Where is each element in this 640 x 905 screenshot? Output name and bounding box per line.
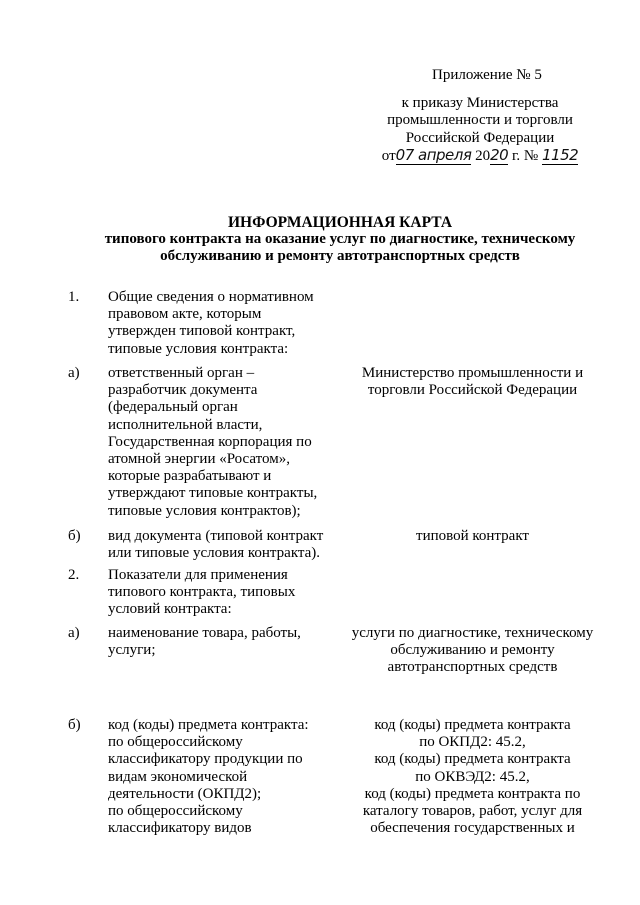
text-line: классификатору видов <box>108 820 252 837</box>
text-line: исполнительной власти, <box>108 416 263 433</box>
text-line: видам экономической <box>108 768 248 785</box>
row-left-text <box>108 625 333 659</box>
text-line: каталогу товаров, работ, услуг для <box>362 803 583 820</box>
text-line: код (коды) предмета контракта: <box>108 717 309 733</box>
text-line: типовые условия контрактов); <box>108 502 301 519</box>
title-subheading-1: типового контракта на оказание услуг по диагностике, техническому <box>104 231 576 247</box>
text-line: или типовые условия контракта). <box>108 545 321 562</box>
text-line: типового контракта, типовых <box>108 584 296 601</box>
appendix-block <box>380 67 580 166</box>
row-number: б) <box>68 717 81 733</box>
date-year-prefix: 20 <box>475 148 491 164</box>
text-line: ответственный орган – <box>108 365 255 381</box>
text-line: правовом акте, которым <box>108 306 262 323</box>
text-line: типовые условия контракта: <box>108 340 289 357</box>
row-left-text <box>108 289 333 358</box>
text-line: по ОКПД2: 45.2, <box>419 734 526 751</box>
row-number: а) <box>68 365 80 381</box>
text-line: Министерство промышленности и <box>361 365 584 381</box>
text-line: Государственная корпорация по <box>108 433 312 450</box>
text-line: автотранспортных средств <box>387 659 558 676</box>
title-heading: ИНФОРМАЦИОННАЯ КАРТА <box>227 214 453 231</box>
row-right-text <box>345 528 600 545</box>
appendix-date-line <box>380 147 580 166</box>
title-subheading-2: обслуживанию и ремонту автотранспортных средств <box>160 248 520 264</box>
text-line: классификатору продукции по <box>108 751 303 768</box>
text-line: утверждают типовые контракты, <box>108 485 318 502</box>
row-number: 1. <box>68 289 80 305</box>
text-line: условий контракта: <box>108 601 232 618</box>
text-line: наименование товара, работы, <box>108 625 301 641</box>
row-right-text <box>345 717 600 837</box>
row-left-text <box>108 528 333 562</box>
appendix-order-ref: к приказу Министерства <box>401 94 559 111</box>
date-suffix: г. № <box>511 148 539 164</box>
text-line: (федеральный орган <box>108 399 238 416</box>
row-left-text <box>108 567 333 619</box>
appendix-number: Приложение № 5 <box>432 67 542 83</box>
text-line: по ОКВЭД2: 45.2, <box>415 768 530 785</box>
text-line: Показатели для применения <box>108 567 288 583</box>
text-line: услуги; <box>108 642 156 659</box>
text-line: код (коды) предмета контракта <box>374 751 571 768</box>
date-prefix: от <box>381 148 396 164</box>
row-left-text <box>108 717 333 837</box>
text-line: код (коды) предмета контракта <box>374 717 571 733</box>
row-left-text <box>108 365 333 520</box>
row-number: б) <box>68 528 81 544</box>
text-line: по общероссийскому <box>108 734 243 751</box>
text-line: код (коды) предмета контракта по <box>364 785 581 802</box>
text-line: которые разрабатывают и <box>108 468 272 485</box>
document-title <box>80 214 600 265</box>
text-line: деятельности (ОКПД2); <box>108 785 262 802</box>
text-line: типовой контракт <box>416 528 529 544</box>
handwritten-date: 07 апреля <box>395 146 472 164</box>
appendix-ministry: промышленности и торговли <box>387 112 573 128</box>
handwritten-order-number: 1152 <box>542 146 579 164</box>
text-line: торговли Российской Федерации <box>367 382 578 399</box>
row-right-text <box>345 365 600 399</box>
text-line: услуги по диагностике, техническому <box>351 625 594 641</box>
text-line: по общероссийскому <box>108 803 243 820</box>
text-line: обслуживанию и ремонту <box>390 642 555 659</box>
row-right-text <box>345 625 600 677</box>
text-line: обеспечения государственных и <box>370 820 575 837</box>
appendix-country: Российской Федерации <box>405 129 555 146</box>
text-line: вид документа (типовой контракт <box>108 528 324 544</box>
text-line: атомной энергии «Росатом», <box>108 451 290 468</box>
text-line: Общие сведения о нормативном <box>108 289 314 305</box>
row-number: 2. <box>68 567 80 583</box>
row-number: а) <box>68 625 80 641</box>
text-line: разработчик документа <box>108 382 258 399</box>
text-line: утвержден типовой контракт, <box>108 323 296 340</box>
handwritten-year: 20 <box>490 146 509 164</box>
